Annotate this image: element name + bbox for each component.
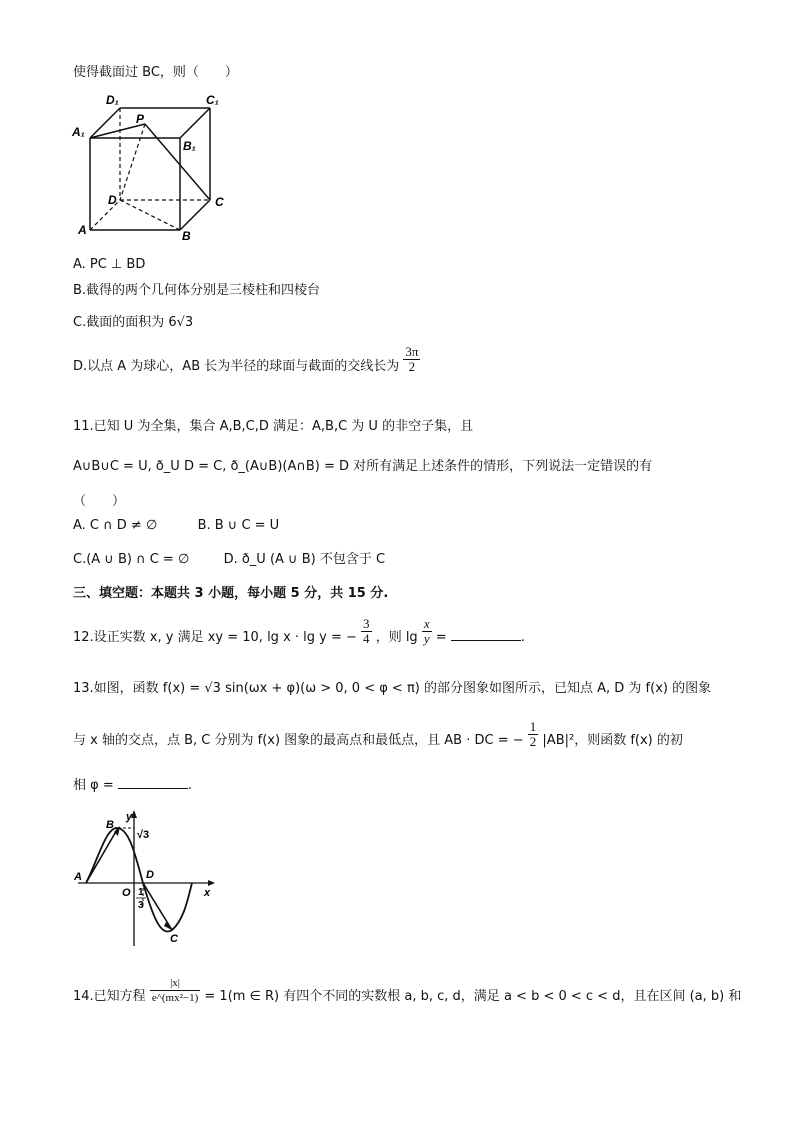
q11-options-row-1 [73, 517, 279, 535]
label-c1: C₁ [206, 93, 219, 107]
q10-option-a: A. PC ⊥ BD [73, 257, 146, 272]
q12-fraction-2 [422, 617, 432, 646]
q13-answer-blank[interactable] [118, 776, 188, 789]
q11-paren: （ ） [73, 494, 126, 509]
fraction-numerator: 3π [405, 344, 419, 359]
cube-figure [70, 92, 240, 242]
q11-condition: A∪B∪C = U, ð_U D = C, ð_(A∪B)(A∩B) = D 对所有满足上述条件的情形，下列说法一定错误的有 [73, 459, 653, 474]
graph-label-d: D [146, 869, 154, 881]
graph-label-x: x [204, 887, 211, 899]
graph-label-one: 1 [138, 887, 144, 898]
q10-option-b: B.截得的两个几何体分别是三棱柱和四棱台 [73, 283, 321, 298]
fraction-denominator: e^(mx²−1) [151, 992, 199, 1004]
fraction-denominator: y [423, 631, 430, 646]
q13-line-3: 相 φ = . [73, 778, 193, 793]
label-p: P [136, 112, 145, 126]
fraction-denominator: 2 [408, 359, 416, 374]
q11-stem: 11.已知 U 为全集，集合 A,B,C,D 满足：A,B,C 为 U 的非空子集，且 [73, 419, 474, 434]
fraction-numerator: 3 [363, 616, 370, 631]
q13-line-2-pre: 与 x 轴的交点，点 B, C 分别为 f(x) 图象的最高点和最低点，且 AB · DC = − [73, 733, 524, 748]
graph-label-y: y [126, 811, 133, 823]
section-3-heading: 三、填空题：本题共 3 小题，每小题 5 分，共 15 分. [73, 586, 389, 601]
q13-line-2-post: |AB|²，则函数 f(x) 的初 [542, 733, 683, 748]
q14-fraction [150, 976, 200, 1005]
q12-pre: 12.设正实数 x, y 满足 xy = 10, lg x · lg y = − [73, 630, 357, 645]
graph-label-o: O [122, 887, 131, 899]
q12-answer-blank[interactable] [451, 628, 521, 641]
sine-graph [68, 808, 218, 950]
q11-option-d: D. ð_U (A ∪ B) 不包含于 C [223, 552, 386, 567]
q14-pre: 14.已知方程 [73, 989, 146, 1004]
q11-option-b: B. B ∪ C = U [197, 518, 280, 533]
label-a1: A₁ [72, 125, 85, 139]
q12-fraction-1 [361, 617, 372, 646]
fraction-denominator: 4 [363, 631, 370, 646]
q14-post: = 1(m ∈ R) 有四个不同的实数根 a, b, c, d，满足 a < b < 0 < c < d，且在区间 (a, b) 和 [204, 989, 742, 1004]
label-d: D [108, 193, 117, 207]
label-a: A [78, 223, 87, 237]
q13-line-3-text: 相 φ = [73, 778, 114, 793]
graph-label-sqrt3: √3 [137, 829, 150, 841]
q13-line-1: 13.如图，函数 f(x) = √3 sin(ωx + φ)(ω > 0, 0 < φ < π) 的部分图象如图所示，已知点 A, D 为 f(x) 的图象 [73, 681, 712, 696]
q10-option-c: C.截面的面积为 6√3 [73, 315, 194, 330]
q10-stem: 使得截面过 BC，则（ ） [73, 65, 238, 80]
graph-label-c: C [170, 933, 178, 945]
fraction-numerator: |x| [150, 976, 200, 991]
q11-option-a: A. C ∩ D ≠ ∅ [73, 518, 158, 533]
label-b1: B₁ [183, 139, 196, 153]
label-d1: D₁ [106, 93, 119, 107]
q14 [73, 977, 742, 1006]
fraction-numerator: 1 [529, 719, 537, 734]
q13-fraction [528, 720, 539, 749]
q12-post: = [435, 630, 447, 645]
graph-label-a: A [74, 871, 82, 883]
graph-label-b: B [106, 819, 114, 831]
q12: 12.设正实数 x, y 满足 xy = 10, lg x · lg y = − $\frac{3}{4}$ ，则 lg $\frac{x}{y}$ = . [73, 616, 525, 646]
q12-mid: ，则 lg [375, 630, 418, 645]
label-c: C [215, 195, 224, 209]
fraction-denominator: 2 [529, 734, 537, 749]
q10-option-d-fraction [403, 345, 420, 374]
graph-label-three: 3 [138, 900, 144, 911]
q11-options-row-2 [73, 551, 385, 569]
q11-option-c: C.(A ∪ B) ∩ C = ∅ [73, 552, 190, 567]
q10-option-d-text: D.以点 A 为球心，AB 长为半径的球面与截面的交线长为 [73, 359, 400, 374]
q13-line-2 [73, 719, 683, 750]
fraction-numerator: x [423, 616, 430, 631]
label-b: B [182, 229, 191, 242]
